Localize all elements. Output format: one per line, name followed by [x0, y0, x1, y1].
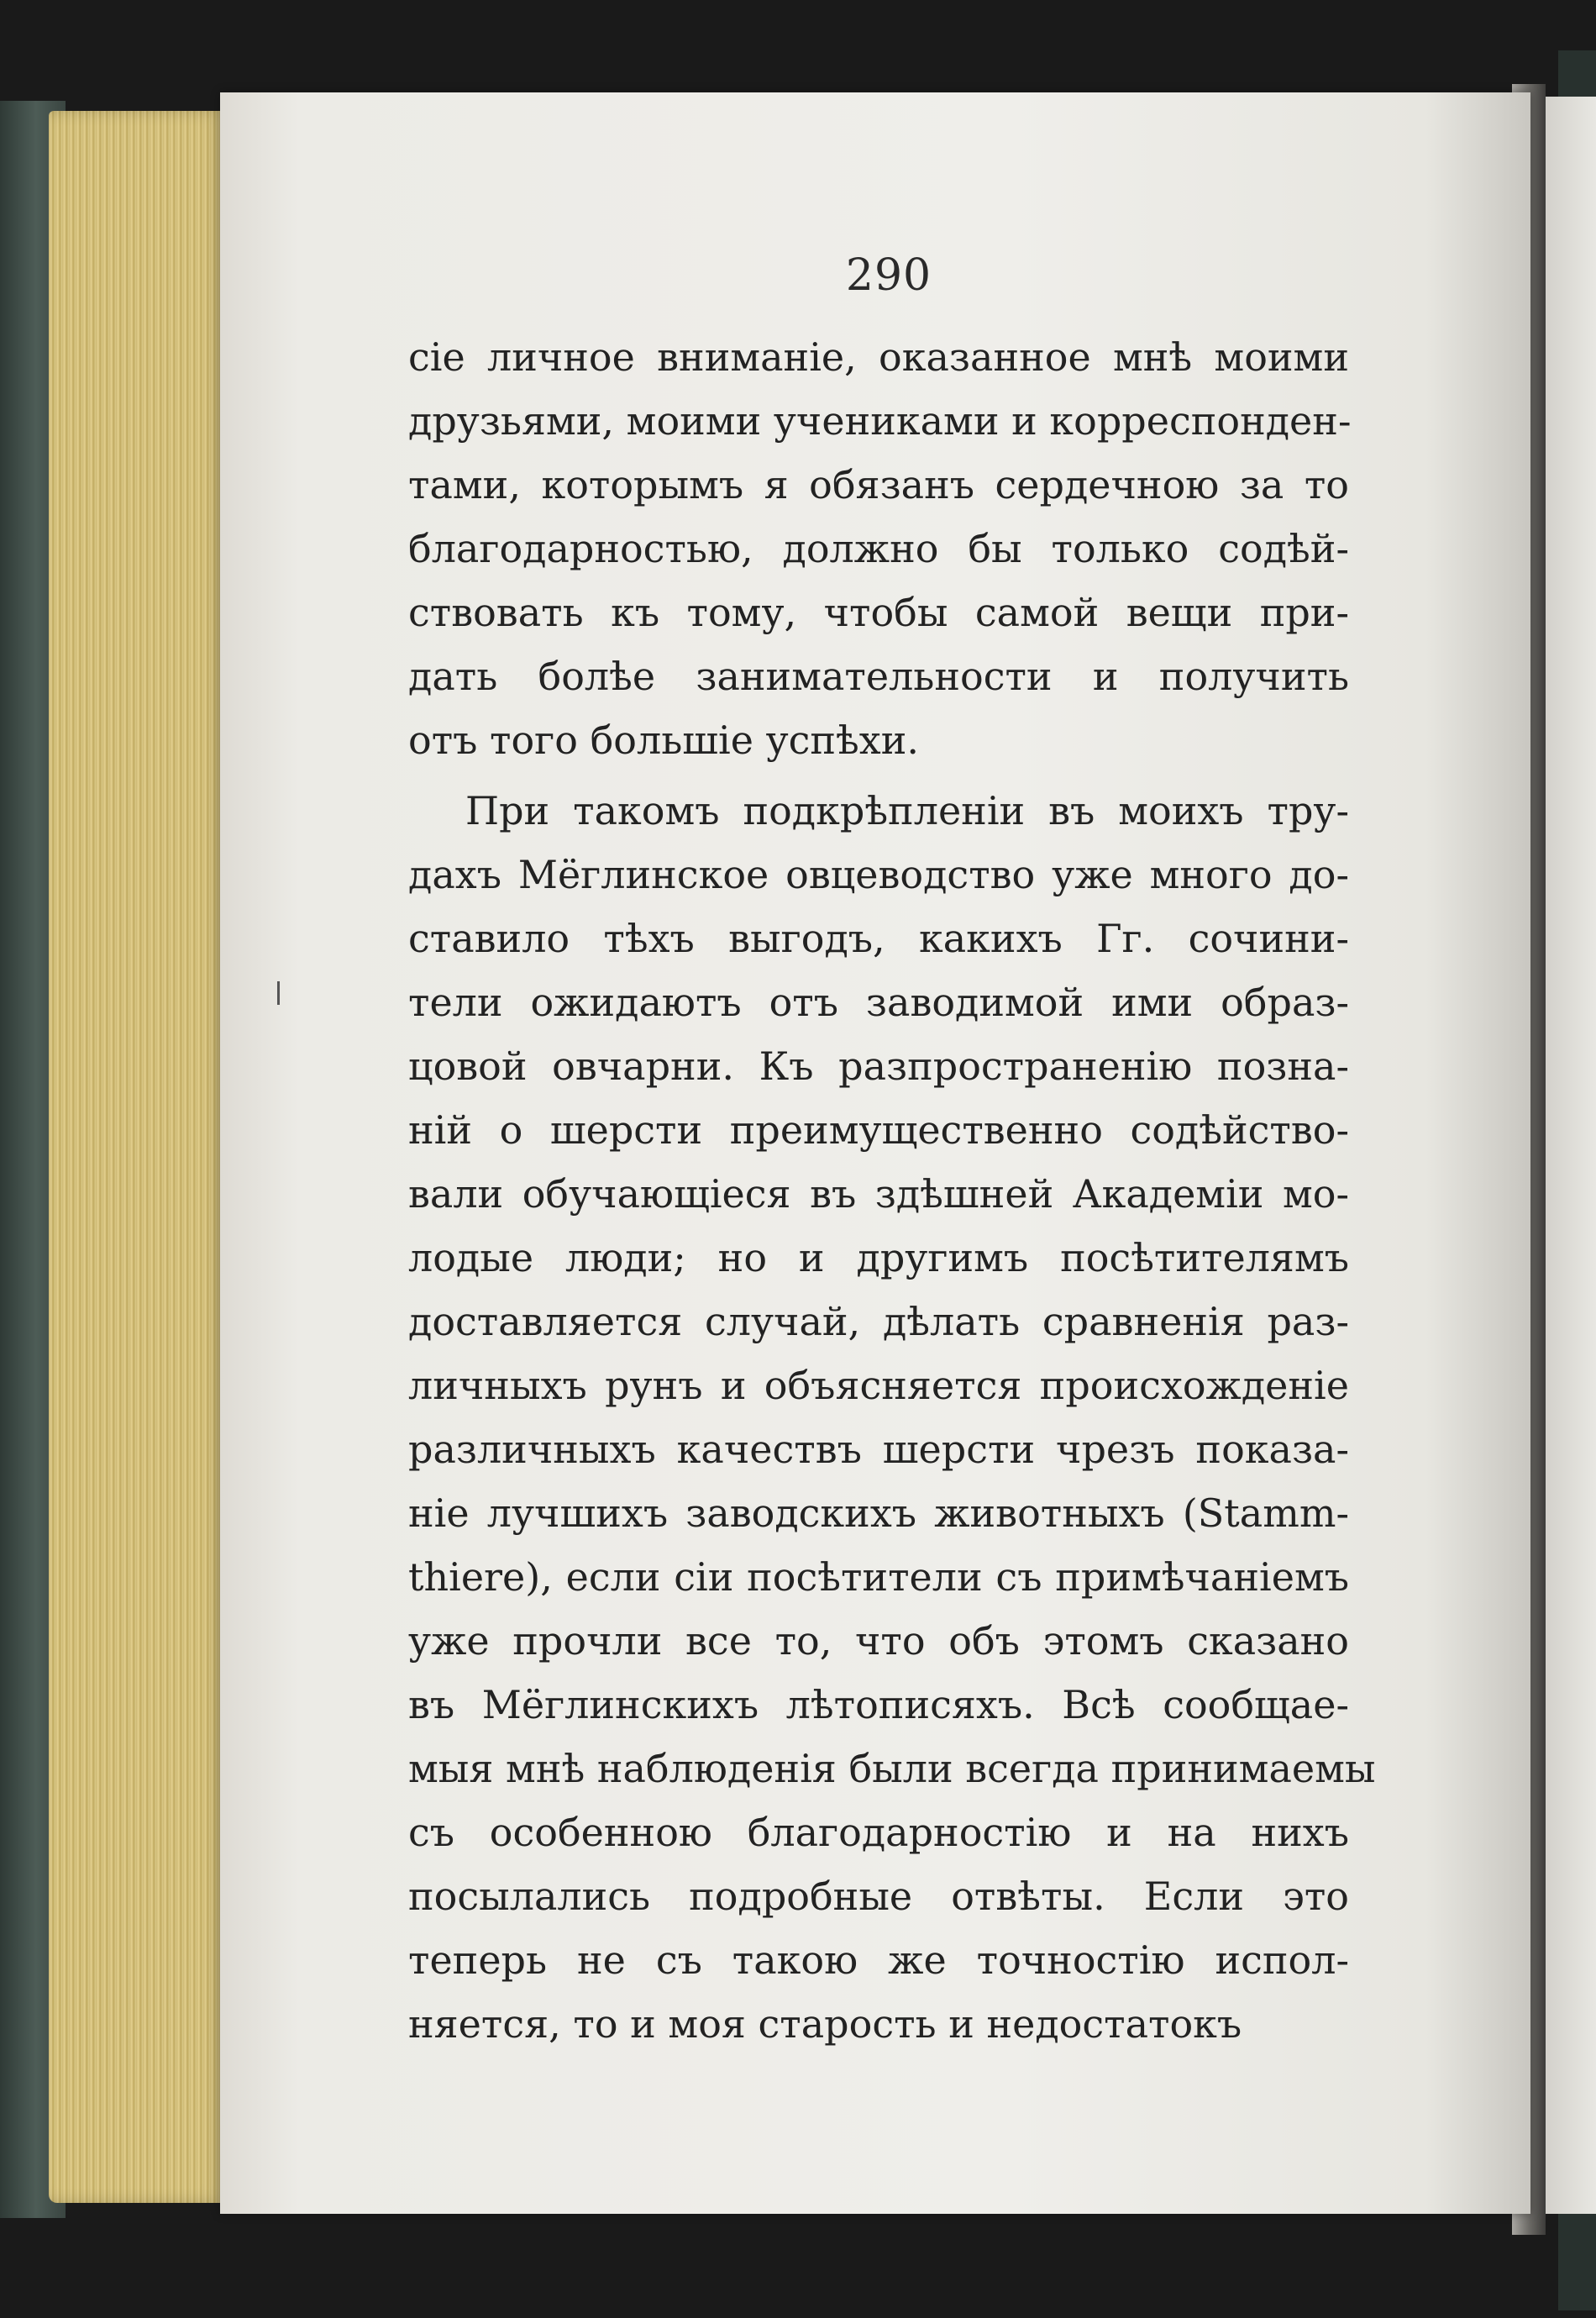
page-number: 290 — [845, 250, 932, 301]
text-line: ставило тѣхъ выгодъ, какихъ Гг. сочини- — [408, 916, 1349, 961]
text-line: теперь не съ такою же точностію испол- — [408, 1937, 1349, 1983]
text-line: дахъ Мёглинское овцеводство уже много до- — [408, 852, 1349, 897]
text-line: уже прочли все то, что объ этомъ сказано — [408, 1618, 1349, 1664]
text-line: ніе лучшихъ заводскихъ животныхъ (Stamm- — [408, 1490, 1349, 1536]
text-line: тели ожидаютъ отъ заводимой ими образ- — [408, 980, 1349, 1025]
text-line: цовой овчарни. Къ разпространенію позна- — [408, 1043, 1349, 1089]
text-line: thiere), если сіи посѣтители съ примѣчаніемъ — [408, 1554, 1349, 1600]
text-line: мыя мнѣ наблюденія были всегда принимаемы — [408, 1746, 1376, 1791]
text-line: ствовать къ тому, чтобы самой вещи при- — [408, 590, 1349, 635]
text-line: посылались подробные отвѣты. Если это — [408, 1874, 1349, 1919]
text-line: съ особенною благодарностію и на нихъ — [408, 1810, 1349, 1855]
text-line: няется, то и моя старость и недостатокъ — [408, 2001, 1242, 2047]
margin-mark — [277, 981, 280, 1005]
text-line: въ Мёглинскихъ лѣтописяхъ. Всѣ сообщае- — [408, 1682, 1349, 1727]
text-line: дать болѣе занимательности и получить — [408, 654, 1349, 699]
text-line: При такомъ подкрѣпленіи въ моихъ тру- — [465, 788, 1349, 833]
text-line: личныхъ рунъ и объясняется происхожденіе — [408, 1363, 1349, 1408]
text-line: друзьями, моими учениками и корреспонден- — [408, 398, 1352, 444]
text-line: сіе личное вниманіе, оказанное мнѣ моими — [408, 334, 1349, 380]
text-line: вали обучающіеся въ здѣшней Академіи мо- — [408, 1171, 1349, 1217]
text-line: доставляется случай, дѣлать сравненія раз- — [408, 1299, 1349, 1344]
text-line: тами, которымъ я обязанъ сердечною за то — [408, 462, 1349, 507]
page-edges — [49, 111, 225, 2203]
text-line: отъ того большіе успѣхи. — [408, 717, 920, 763]
text-line: ній о шерсти преимущественно содѣйство- — [408, 1107, 1349, 1153]
text-line: различныхъ качествъ шерсти чрезъ показа- — [408, 1427, 1349, 1472]
text-line: лодые люди; но и другимъ посѣтителямъ — [408, 1235, 1349, 1280]
text-line: благодарностью, должно бы только содѣй- — [408, 526, 1349, 571]
